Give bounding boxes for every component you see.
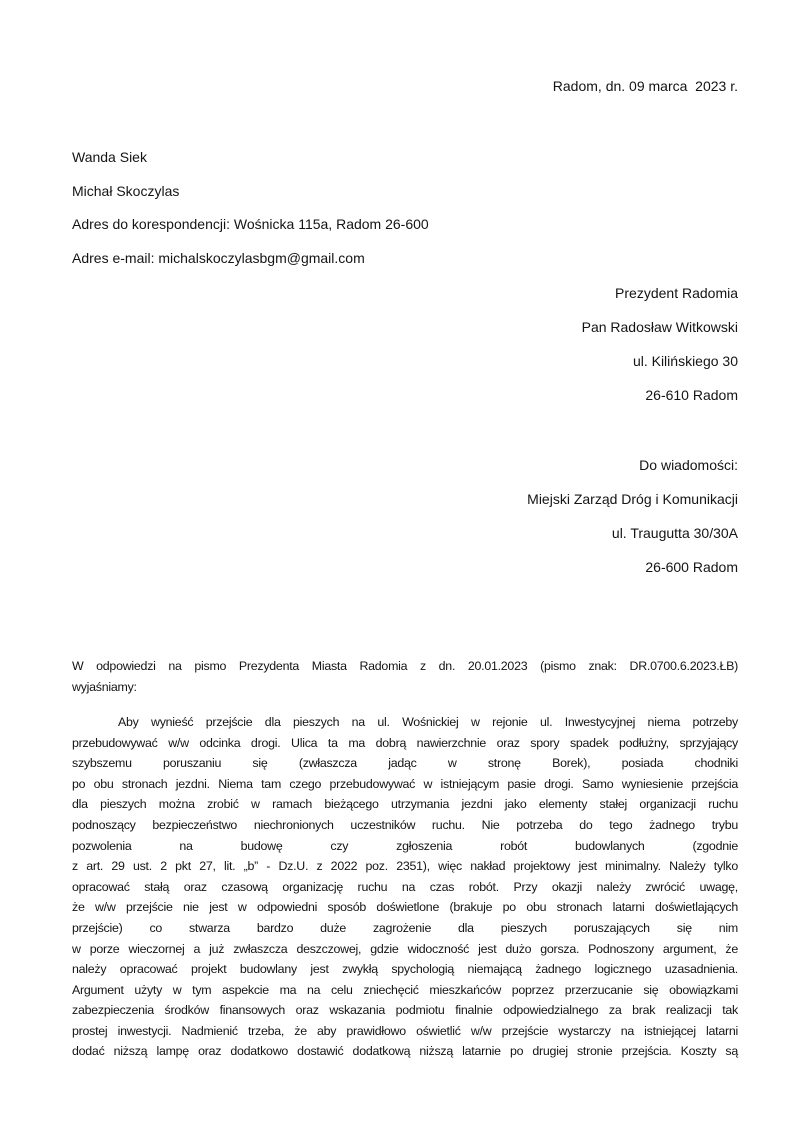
recipient-line: ul. Kilińskiego 30 <box>632 353 738 369</box>
body-paragraph <box>72 712 738 1062</box>
recipient-line: Prezydent Radomia <box>615 285 738 301</box>
recipient-line: 26-610 Radom <box>645 387 738 403</box>
body-line: wyjaśniamy: <box>72 679 137 694</box>
cc-line: Miejski Zarząd Dróg i Komunikacji <box>527 491 738 507</box>
cc-lines <box>72 489 738 577</box>
cc-line: ul. Traugutta 30/30A <box>611 525 738 541</box>
cc-block <box>72 455 738 591</box>
body-line: zabezpieczenia środków finansowych oraz wskazania podmiotu finalnie odpowiedzialnego za brak realizacji tak <box>72 1003 738 1018</box>
body-line: należy opracować projekt budowlany jest zwykłą spychologią niemającą żadnego logicznego uzasadnienia. <box>72 962 738 977</box>
recipient-line: Pan Radosław Witkowski <box>581 319 738 335</box>
body-line: podnoszący bezpieczeństwo niechronionych uczestników ruchu. Nie potrzeba do tego żadnego trybu <box>72 817 738 832</box>
sender-line: Michał Skoczylas <box>72 182 180 199</box>
body-line: przebudowywać w/w odcinka drogi. Ulica ta ma dobrą nawierzchnie oraz spory spadek podłużny, sprzyjający <box>72 735 738 750</box>
body-line: dla pieszych można zrobić w ramach bieżącego utrzymania jezdni jako elementy stałej organizacji ruchu <box>72 797 738 812</box>
body-line: Argument użyty w tym aspekcie ma na celu zniechęcić mieszkańców poprzez przerzucanie się obowiązkami <box>72 982 738 997</box>
body-line: w porze wieczornej a już zwłaszcza deszczowej, gdzie widoczność jest dużo gorsza. Podnoszony argument, że <box>72 941 738 956</box>
body-line: z art. 29 ust. 2 pkt 27, lit. „b” - Dz.U. z 2022 poz. 2351), więc nakład projektowy jest minimalny. Należy tylko <box>72 859 738 874</box>
sender-line: Wanda Siek <box>72 149 147 165</box>
body-line: że w/w przejście nie jest w odpowiedni sposób doświetlone (brakuje po obu stronach latarni doświetlających <box>72 900 738 915</box>
body-line: pozwolenia na budowę czy zgłoszenia robót budowlanych (zgodnie <box>72 838 738 853</box>
recipient-block <box>72 283 738 419</box>
body-line: W odpowiedzi na pismo Prezydenta Miasta Radomia z dn. 20.01.2023 (pismo znak: DR.0700.6.2023.ŁB) <box>72 659 738 673</box>
body-line: przejście) co stwarza bardzo duże zagrożenie dla pieszych poruszających się nim <box>72 920 738 935</box>
cc-line: 26-600 Radom <box>645 559 738 575</box>
body-line: dodać niższą lampę oraz dodatkowo dostawić dodatkową niższą latarnie po drugiej stronie przejścia. Koszty są <box>72 1044 738 1059</box>
letter-body <box>72 656 738 1077</box>
cc-heading: Do wiadomości: <box>639 457 738 473</box>
sender-block <box>72 147 738 281</box>
body-line: po obu stronach jezdni. Niema tam czego przebudowywać w istniejącym pasie drogi. Samo wyniesienie przejścia <box>72 776 738 791</box>
body-paragraph <box>72 656 738 697</box>
sender-line: Adres e-mail: michalskoczylasbgm@gmail.com <box>72 249 365 266</box>
body-line: szybszemu poruszaniu się (zwłaszcza jadąc w stronę Borek), posiada chodniki <box>72 756 738 771</box>
sender-line: Adres do korespondencji: Wośnicka 115a, Radom 26-600 <box>72 216 429 233</box>
body-line: prostej inwestycji. Nadmienić trzeba, że aby prawidłowo oświetlić w/w przejście wystarczy na istniejącej latarni <box>72 1023 738 1038</box>
body-line: Aby wynieść przejście dla pieszych na ul. Wośnickiej w rejonie ul. Inwestycyjnej niema potrzeby <box>118 714 738 729</box>
body-line: opracować stałą oraz czasową organizację ruchu na czas robót. Przy okazji należy zwrócić uwagę, <box>72 879 738 894</box>
date-line: Radom, dn. 09 marca 2023 r. <box>552 78 738 94</box>
